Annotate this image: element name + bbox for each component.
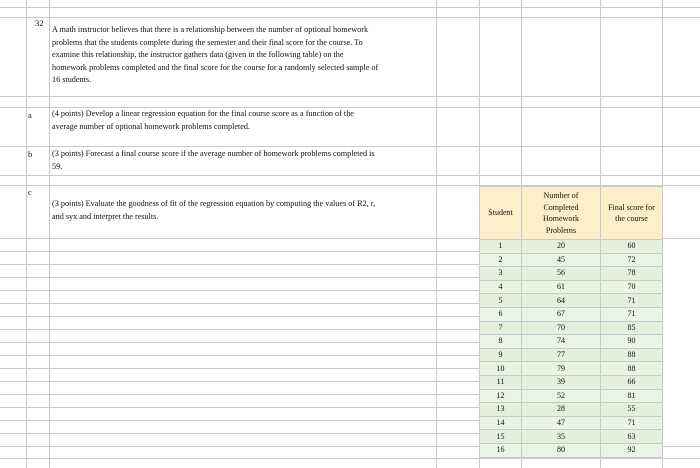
table-row — [480, 403, 663, 417]
part-b-text — [52, 148, 375, 173]
part-b-label: b — [28, 149, 33, 159]
cell-student: 3 — [480, 267, 522, 281]
cell-score: 78 — [601, 267, 663, 281]
header-line: Completed — [543, 202, 579, 212]
header-line: the course — [615, 214, 648, 223]
grid-line — [0, 96, 700, 97]
cell-homework: 67 — [522, 307, 601, 321]
grid-line — [0, 17, 700, 18]
part-b-line: 59. — [52, 161, 63, 171]
grid-line — [0, 433, 479, 434]
table-body — [480, 240, 663, 458]
table-row — [480, 294, 663, 308]
grid-line — [0, 368, 479, 369]
cell-student: 13 — [480, 403, 522, 417]
grid-line — [0, 458, 700, 459]
cell-score: 71 — [601, 416, 663, 430]
grid-line — [0, 355, 479, 356]
grid-line — [0, 251, 479, 252]
question-line: examine this relationship, the instructor gathers data (given in the following table) on the — [52, 50, 344, 60]
cell-score: 60 — [601, 240, 663, 254]
cell-student: 16 — [480, 443, 522, 457]
grid-line — [0, 264, 479, 265]
header-homework-problems — [522, 187, 601, 240]
question-number: 32 — [35, 18, 44, 28]
cell-homework: 79 — [522, 362, 601, 376]
cell-score: 92 — [601, 443, 663, 457]
table-row — [480, 443, 663, 457]
grid-line — [0, 329, 479, 330]
grid-line — [0, 342, 479, 343]
table-row — [480, 335, 663, 349]
cell-homework: 35 — [522, 430, 601, 444]
grid-line — [49, 0, 50, 468]
table-row — [480, 416, 663, 430]
table-row — [480, 375, 663, 389]
cell-student: 5 — [480, 294, 522, 308]
header-line: Student — [488, 208, 513, 218]
cell-homework: 77 — [522, 348, 601, 362]
cell-score: 88 — [601, 362, 663, 376]
cell-homework: 47 — [522, 416, 601, 430]
header-line: Number of — [543, 191, 579, 200]
cell-score: 81 — [601, 389, 663, 403]
cell-score: 85 — [601, 321, 663, 335]
cell-homework: 61 — [522, 280, 601, 294]
part-b-line: (3 points) Forecast a final course score if the average number of homework problems completed is — [52, 149, 375, 158]
part-a-text — [52, 108, 354, 133]
question-line: homework problems completed and the final score for the course for a randomly selected sample of — [52, 62, 379, 72]
grid-line — [0, 7, 700, 8]
cell-homework: 64 — [522, 294, 601, 308]
cell-homework: 56 — [522, 267, 601, 281]
grid-line — [0, 394, 479, 395]
table-row — [480, 253, 663, 267]
question-line: problems that the students complete during the semester and their final score for the course. To — [52, 37, 363, 47]
question-line: 16 students. — [52, 75, 92, 85]
grid-line — [0, 175, 700, 176]
cell-student: 2 — [480, 253, 522, 267]
header-final-score — [601, 187, 663, 240]
table-row — [480, 267, 663, 281]
cell-score: 71 — [601, 294, 663, 308]
part-c-line: and syx and interpret the results. — [52, 211, 159, 221]
table-row — [480, 280, 663, 294]
header-line: Homework — [543, 214, 579, 223]
cell-student: 14 — [480, 416, 522, 430]
header-student — [480, 187, 522, 240]
table-row — [480, 430, 663, 444]
table-row — [480, 362, 663, 376]
part-c-text — [52, 198, 375, 223]
table-row — [480, 348, 663, 362]
grid-line — [0, 277, 479, 278]
part-a-label: a — [28, 110, 32, 120]
question-line: A math instructor believes that there is a relationship between the number of optional homework — [52, 25, 369, 34]
table-row — [480, 389, 663, 403]
cell-homework: 20 — [522, 240, 601, 254]
grid-line — [0, 290, 479, 291]
header-line: Final score for — [608, 202, 655, 212]
cell-student: 7 — [480, 321, 522, 335]
grid-line — [26, 0, 27, 468]
cell-homework: 70 — [522, 321, 601, 335]
cell-score: 72 — [601, 253, 663, 267]
data-table — [479, 186, 663, 458]
cell-homework: 52 — [522, 389, 601, 403]
header-line: Problems — [545, 225, 577, 235]
table-row — [480, 240, 663, 254]
grid-line — [436, 0, 437, 468]
grid-line — [0, 381, 479, 382]
cell-homework: 39 — [522, 375, 601, 389]
part-a-line: average number of optional homework problems completed. — [52, 121, 251, 131]
cell-student: 1 — [480, 240, 522, 254]
cell-student: 12 — [480, 389, 522, 403]
grid-line — [0, 303, 479, 304]
table-header-row — [480, 187, 663, 240]
table-row — [480, 321, 663, 335]
cell-student: 11 — [480, 375, 522, 389]
cell-student: 4 — [480, 280, 522, 294]
cell-score: 70 — [601, 280, 663, 294]
part-c-line: (3 points) Evaluate the goodness of fit of the regression equation by computing the values of R2, r, — [52, 199, 376, 208]
grid-line — [0, 407, 479, 408]
cell-student: 6 — [480, 307, 522, 321]
question-text — [52, 24, 378, 87]
cell-homework: 80 — [522, 443, 601, 457]
cell-score: 66 — [601, 375, 663, 389]
cell-student: 10 — [480, 362, 522, 376]
grid-line — [0, 146, 700, 147]
cell-score: 88 — [601, 348, 663, 362]
table-row — [480, 307, 663, 321]
cell-student: 8 — [480, 335, 522, 349]
cell-student: 9 — [480, 348, 522, 362]
cell-student: 15 — [480, 430, 522, 444]
grid-line — [0, 316, 479, 317]
cell-score: 63 — [601, 430, 663, 444]
cell-score: 55 — [601, 403, 663, 417]
cell-score: 71 — [601, 307, 663, 321]
cell-homework: 45 — [522, 253, 601, 267]
cell-homework: 74 — [522, 335, 601, 349]
part-c-label: c — [28, 187, 32, 197]
cell-homework: 28 — [522, 403, 601, 417]
cell-score: 90 — [601, 335, 663, 349]
part-a-line: (4 points) Develop a linear regression equation for the final course score as a function of the — [52, 109, 354, 118]
grid-line — [0, 420, 479, 421]
